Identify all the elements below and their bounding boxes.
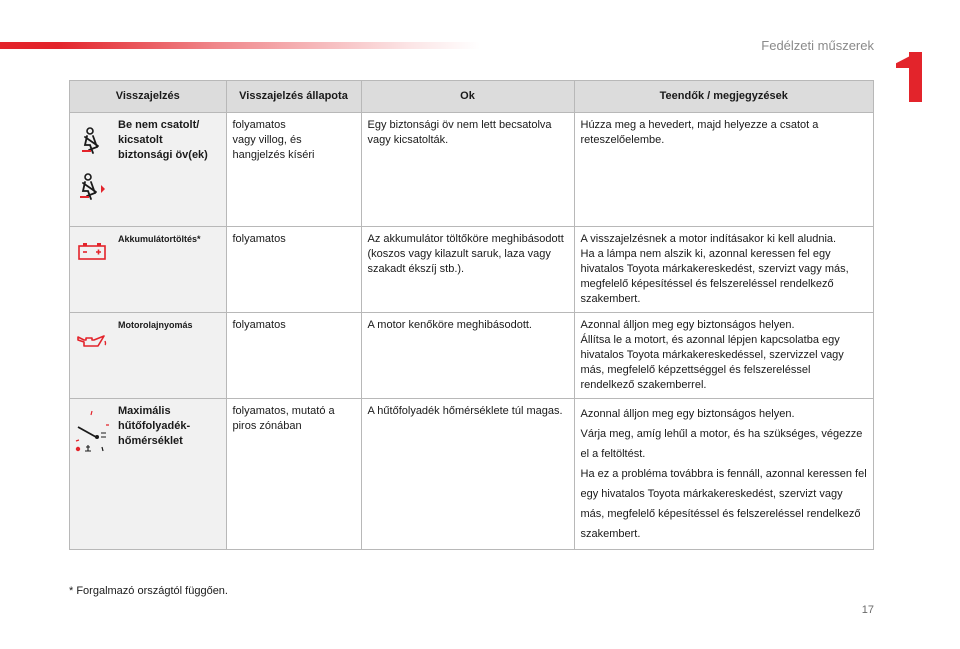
icon-cell — [70, 227, 115, 313]
indicator-action: Azonnal álljon meg egy biztonságos helyen. Állítsa le a motort, és azonnal lépjen kapcsolatba egy hivatalos Toyota márkakereskedéssel, szervizzel vagy más, megfelelő képzettséggel és felszereléssel rendelkező szakemberrel. — [574, 313, 874, 399]
indicator-state: folyamatos vagy villog, és hangjelzés kíséri — [226, 113, 361, 227]
page-number: 17 — [861, 604, 874, 616]
indicator-cause: Egy biztonsági öv nem lett becsatolva vagy kicsatolták. — [361, 113, 574, 227]
indicator-state: folyamatos — [226, 227, 361, 313]
table-header-row — [70, 81, 874, 113]
indicator-action: A visszajelzésnek a motor indításakor ki kell aludnia. Ha a lámpa nem alszik ki, azonnal keressen fel egy hivatalos Toyota márkakereskedést, szervizt vagy más, megfelelő képesítéssel és felszereléssel rendelkező szakembert. — [574, 227, 874, 313]
indicator-state: folyamatos — [226, 313, 361, 399]
table-row-coolant-temperature — [70, 399, 874, 550]
indicator-name: Maximális hűtőfolyadék-hőmérséklet — [114, 399, 226, 550]
table-row-oil-pressure — [70, 313, 874, 399]
column-header-indicator: Visszajelzés — [70, 81, 227, 113]
column-header-action: Teendők / megjegyzések — [574, 81, 874, 113]
chapter-title: Fedélzeti műszerek — [761, 38, 874, 53]
seatbelt-rear-warning-icon — [77, 173, 107, 201]
indicator-action: Húzza meg a hevedert, majd helyezze a csatot a reteszelőelembe. — [574, 113, 874, 227]
header-accent-bar — [0, 42, 480, 49]
table-row-seatbelt — [70, 113, 874, 227]
indicator-cause: A hűtőfolyadék hőmérséklete túl magas. — [361, 399, 574, 550]
warning-lights-table — [69, 80, 874, 550]
column-header-state: Visszajelzés állapota — [226, 81, 361, 113]
column-header-cause: Ok — [361, 81, 574, 113]
indicator-name: Motorolajnyomás — [114, 313, 226, 399]
indicator-cause: Az akkumulátor töltőköre meghibásodott (koszos vagy kilazult saruk, laza vagy szakadt ékszíj stb.). — [361, 227, 574, 313]
seatbelt-warning-icon — [79, 127, 105, 155]
icon-cell — [70, 313, 115, 399]
icon-cell — [70, 399, 115, 550]
indicator-name: Be nem csatolt/ kicsatolt biztonsági öv(ek) — [114, 113, 226, 227]
footnote: * Forgalmazó országtól függően. — [69, 585, 228, 597]
indicator-cause: A motor kenőköre meghibásodott. — [361, 313, 574, 399]
indicator-state: folyamatos, mutató a piros zónában — [226, 399, 361, 550]
oil-can-icon — [76, 331, 108, 351]
chapter-number-badge — [896, 52, 922, 102]
table-row-battery — [70, 227, 874, 313]
indicator-action: Azonnal álljon meg egy biztonságos helyen. Várja meg, amíg lehűl a motor, és ha szükséges, végezze el a feltöltést. Ha ez a probléma továbbra is fennáll, azonnal keressen fel egy hivatalos Toyota márkakereskedést, szervizt vagy más, megfelelő képesítéssel és felszereléssel rendelkező szakembert. — [574, 399, 874, 550]
coolant-temperature-icon — [72, 407, 112, 453]
icon-cell — [70, 113, 115, 227]
battery-icon — [77, 241, 107, 261]
indicator-name: Akkumulátortöltés* — [114, 227, 226, 313]
